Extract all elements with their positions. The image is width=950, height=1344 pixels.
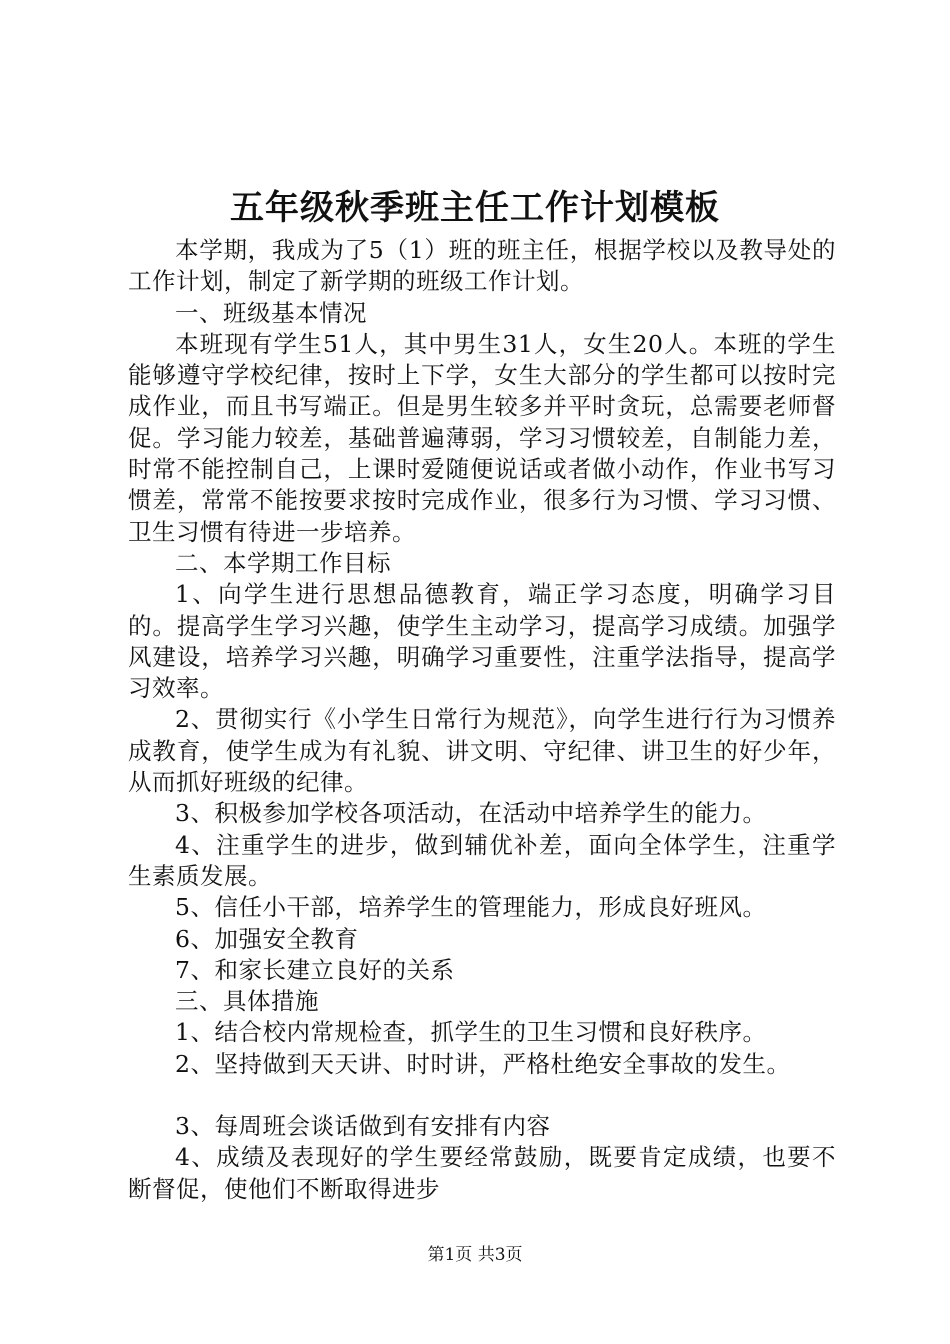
goal-item-6: 6、加强安全教育 <box>175 924 359 953</box>
goal-item-7: 7、和家长建立良好的关系 <box>175 955 455 984</box>
goal-item-3: 3、积极参加学校各项活动，在活动中培养学生的能力。 <box>175 799 767 828</box>
page-number: 第1页 共3页 <box>427 1245 523 1265</box>
section-heading-measures: 三、具体措施 <box>175 987 319 1016</box>
paragraph-intro: 本学期，我成为了5（1）班的班主任，根据学校以及教导处的工作计划，制定了新学期的班级工作计划。 <box>128 236 836 296</box>
goal-item-1: 1、向学生进行思想品德教育，端正学习态度，明确学习目的。提高学生学习兴趣，使学生主动学习，提高学习成绩。加强学风建设，培养学习兴趣，明确学习重要性，注重学法指导，提高学习效率。 <box>128 580 836 703</box>
measure-item-1: 1、结合校内常规检查，抓学生的卫生习惯和良好秩序。 <box>175 1018 767 1047</box>
section-heading-class-info: 一、班级基本情况 <box>175 298 367 327</box>
section-heading-goals: 二、本学期工作目标 <box>175 548 391 577</box>
paragraph-class-info: 本班现有学生51人，其中男生31人，女生20人。本班的学生能够遵守学校纪律，按时上下学，女生大部分的学生都可以按时完成作业，而且书写端正。但是男生较多并平时贪玩，总需要老师督促。学习能力较差，基础普遍薄弱，学习习惯较差，自制能力差，时常不能控制自己，上课时爱随便说话或者做小动作，作业书写习惯差，常常不能按要求按时完成作业，很多行为习惯、学习习惯、卫生习惯有待进一步培养。 <box>128 329 836 546</box>
measure-item-4: 4、成绩及表现好的学生要经常鼓励，既要肯定成绩，也要不断督促，使他们不断取得进步 <box>128 1143 836 1203</box>
document-title: 五年级秋季班主任工作计划模板 <box>230 188 720 228</box>
measure-item-2: 2、坚持做到天天讲、时时讲，严格杜绝安全事故的发生。 <box>175 1049 791 1078</box>
goal-item-5: 5、信任小干部，培养学生的管理能力，形成良好班风。 <box>175 893 767 922</box>
document-body <box>128 235 836 1205</box>
measure-item-3: 3、每周班会谈话做到有安排有内容 <box>175 1112 551 1141</box>
goal-item-2: 2、贯彻实行《小学生日常行为规范》，向学生进行行为习惯养成教育，使学生成为有礼貌、讲文明、守纪律、讲卫生的好少年，从而抓好班级的纪律。 <box>128 705 836 797</box>
goal-item-4: 4、注重学生的进步，做到辅优补差，面向全体学生，注重学生素质发展。 <box>128 830 836 890</box>
